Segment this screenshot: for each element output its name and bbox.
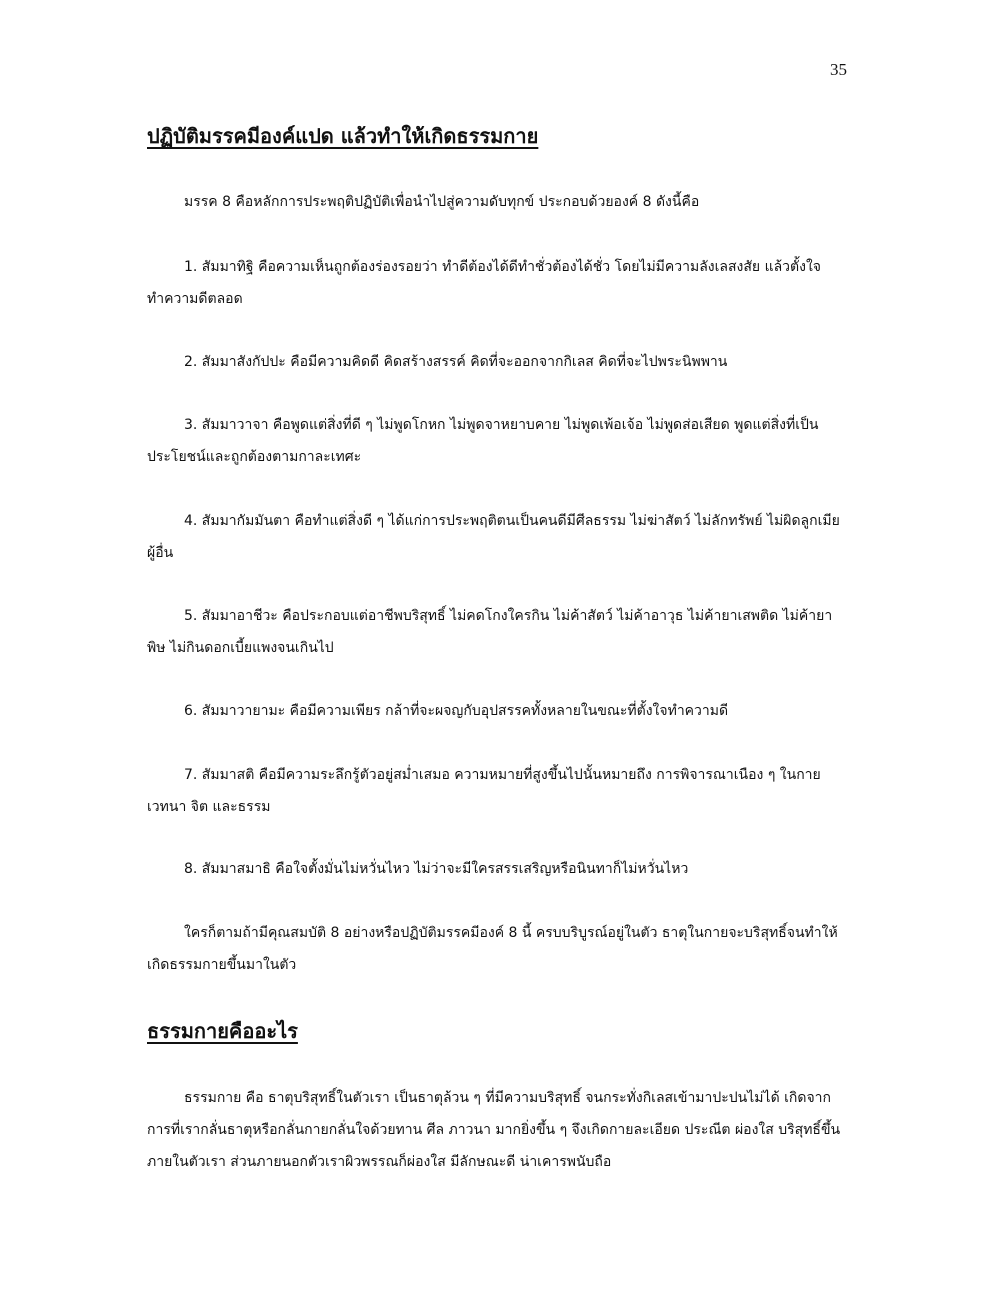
section-heading-noble-eightfold-path: ปฏิบัติมรรคมีองค์แปด แล้วทำให้เกิดธรรมกาย xyxy=(147,124,539,148)
list-item-1: 1. สัมมาทิฐิ คือความเห็นถูกต้องร่องรอยว่า ทำดีต้องได้ดีทำชั่วต้องได้ชั่ว โดยไม่มีความลังเลสงสัย แล้วตั้งใจทำความดีตลอด xyxy=(147,259,821,307)
conclusion-paragraph: ใครก็ตามถ้ามีคุณสมบัติ 8 อย่างหรือปฏิบัติมรรคมีองค์ 8 นี้ ครบบริบูรณ์อยู่ในตัว ธาตุในกายจะบริสุทธิ์จนทำให้เกิดธรรมกายขึ้นมาในตัว xyxy=(147,925,838,973)
list-item-5: 5. สัมมาอาชีวะ คือประกอบแต่อาชีพบริสุทธิ์ ไม่คดโกงใครกิน ไม่ค้าสัตว์ ไม่ค้าอาวุธ ไม่ค้ายาเสพติด ไม่ค้ายาพิษ ไม่กินดอกเบี้ยแพงจนเกินไป xyxy=(147,608,833,656)
list-item-8: 8. สัมมาสมาธิ คือใจตั้งมั่นไม่หวั่นไหว ไม่ว่าจะมีใครสรรเสริญหรือนินทาก็ไม่หวั่นไหว xyxy=(184,861,689,877)
intro-paragraph: มรรค 8 คือหลักการประพฤติปฏิบัติเพื่อนำไปสู่ความดับทุกข์ ประกอบด้วยองค์ 8 ดังนี้คือ xyxy=(184,194,700,210)
list-item-2: 2. สัมมาสังกัปปะ คือมีความคิดดี คิดสร้างสรรค์ คิดที่จะออกจากกิเลส คิดที่จะไปพระนิพพาน xyxy=(184,354,728,370)
section-heading-what-is-dhammakaya: ธรรมกายคืออะไร xyxy=(147,1019,298,1043)
list-item-7: 7. สัมมาสติ คือมีความระลึกรู้ตัวอยู่สม่ำเสมอ ความหมายที่สูงขึ้นไปนั้นหมายถึง การพิจารณาเนือง ๆ ในกาย เวทนา จิต และธรรม xyxy=(147,767,821,815)
list-item-4: 4. สัมมากัมมันตา คือทำแต่สิ่งดี ๆ ได้แก่การประพฤติตนเป็นคนดีมีศีลธรรม ไม่ฆ่าสัตว์ ไม่ลักทรัพย์ ไม่ผิดลูกเมียผู้อื่น xyxy=(147,513,840,561)
list-item-6: 6. สัมมาวายามะ คือมีความเพียร กล้าที่จะผจญกับอุปสรรคทั้งหลายในขณะที่ตั้งใจทำความดี xyxy=(184,703,729,719)
list-item-3: 3. สัมมาวาจา คือพูดแต่สิ่งที่ดี ๆ ไม่พูดโกหก ไม่พูดจาหยาบคาย ไม่พูดเพ้อเจ้อ ไม่พูดส่อเสียด พูดแต่สิ่งที่เป็นประโยชน์และถูกต้องตามกาละเทศะ xyxy=(147,417,819,465)
page-number: 35 xyxy=(830,60,847,79)
dhammakaya-definition-paragraph: ธรรมกาย คือ ธาตุบริสุทธิ์ในตัวเรา เป็นธาตุล้วน ๆ ที่มีความบริสุทธิ์ จนกระทั่งกิเลสเข้ามาปะปนไม่ได้ เกิดจากการที่เรากลั่นธาตุหรือกลั่นกายกลั่นใจด้วยทาน ศีล ภาวนา มากยิ่งขึ้น ๆ จึงเกิดกายละเอียด ประณีต ผ่องใส บริสุทธิ์ขึ้นภายในตัวเรา ส่วนภายนอกตัวเราผิวพรรณก็ผ่องใส มีลักษณะดี น่าเคารพนับถือ xyxy=(147,1090,841,1170)
